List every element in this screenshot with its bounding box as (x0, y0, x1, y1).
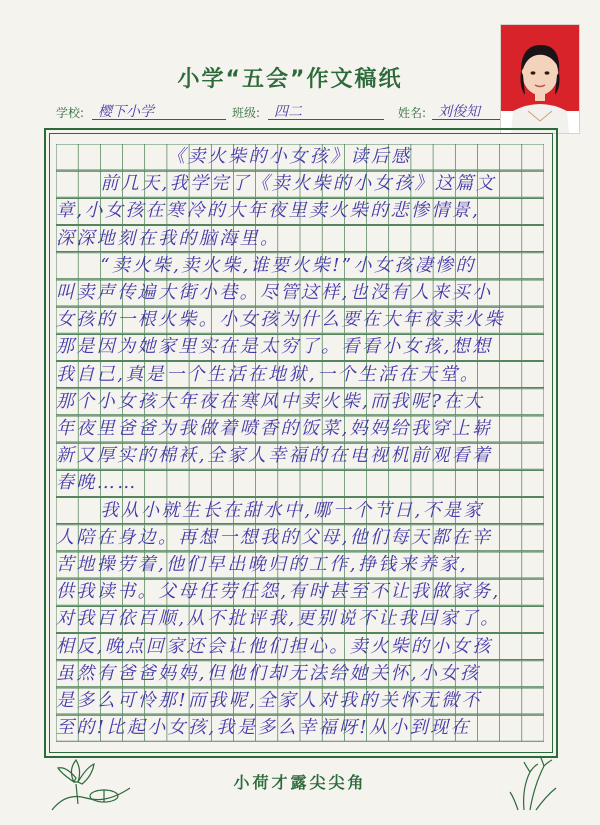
essay-line: 章,小女孩在寒冷的大年夜里卖火柴的悲惨情景, (56, 200, 481, 222)
essay-line: 那个小女孩大年夜在寒风中卖火柴,而我呢?在大 (56, 390, 485, 412)
lotus-decoration-icon (46, 752, 136, 812)
essay-line: 那是因为她家里实在是太穷了。看看小女孩,想想 (56, 336, 493, 358)
class-value: 四二 (268, 101, 384, 120)
essay-line: 我从小就生长在甜水中,哪一个节日,不是家 (100, 499, 484, 521)
essay-line: 春晚…… (56, 472, 138, 494)
essay-line: 虽然有爸爸妈妈,但他们却无法给她关怀,小女孩 (56, 662, 481, 684)
school-value: 樱下小学 (92, 101, 226, 120)
essay-line: “卖火柴,卖火柴,谁要火柴!”小女孩凄惨的 (100, 254, 476, 276)
grass-decoration-icon (504, 752, 564, 812)
essay-line: 叫卖声传遍大街小巷。尽管这样,也没有人来买小 (56, 282, 493, 303)
essay-line: 我自己,真是一个生活在地狱,一个生活在天堂。 (56, 363, 481, 385)
essay-line: 是多么可怜那!而我呢,全家人对我的关怀无微不 (56, 690, 482, 711)
essay-line: 年夜里爸爸为我做着喷香的饭菜,妈妈给我穿上崭 (56, 418, 493, 439)
essay-line: 前几天,我学完了《卖火柴的小女孩》这篇文 (100, 173, 497, 195)
essay-line: 供我读书。父母任劳任怨,有时甚至不让我做家务, (56, 581, 501, 603)
school-label: 学校: (56, 106, 85, 120)
essay-line: 女孩的一根火柴。小女孩为什么要在大年夜卖火柴 (56, 309, 505, 331)
info-row (0, 104, 600, 124)
writing-sheet (44, 128, 558, 758)
essay-line: 至的!比起小女孩,我是多么幸福呀!从小到现在 (56, 717, 471, 739)
essay-line: 苦地操劳着,他们早出晚归的工作,挣钱来养家, (56, 554, 468, 575)
essay-line: 新又厚实的棉袄,全家人幸福的在电视机前观看着 (56, 445, 493, 467)
essay-line: 《卖火柴的小女孩》读后感 (166, 146, 412, 167)
essay-line: 相反,晚点回家还会让他们担心。卖火柴的小女孩 (56, 635, 493, 657)
name-label: 姓名: (398, 106, 427, 120)
name-value: 刘俊知 (432, 101, 500, 120)
essay-line: 人陪在身边。再想一想我的父母,他们每天都在辛 (56, 526, 493, 548)
essay-line: 深深地刻在我的脑海里。 (56, 227, 281, 249)
footer-motto: 小荷才露尖尖角 (233, 773, 367, 792)
essay-line: 对我百依百顺,从不批评我,更别说不让我回家了。 (56, 608, 501, 630)
essay-body (56, 144, 544, 742)
class-label: 班级: (232, 106, 261, 120)
page-title: 小学“五会”作文稿纸 (177, 67, 403, 92)
